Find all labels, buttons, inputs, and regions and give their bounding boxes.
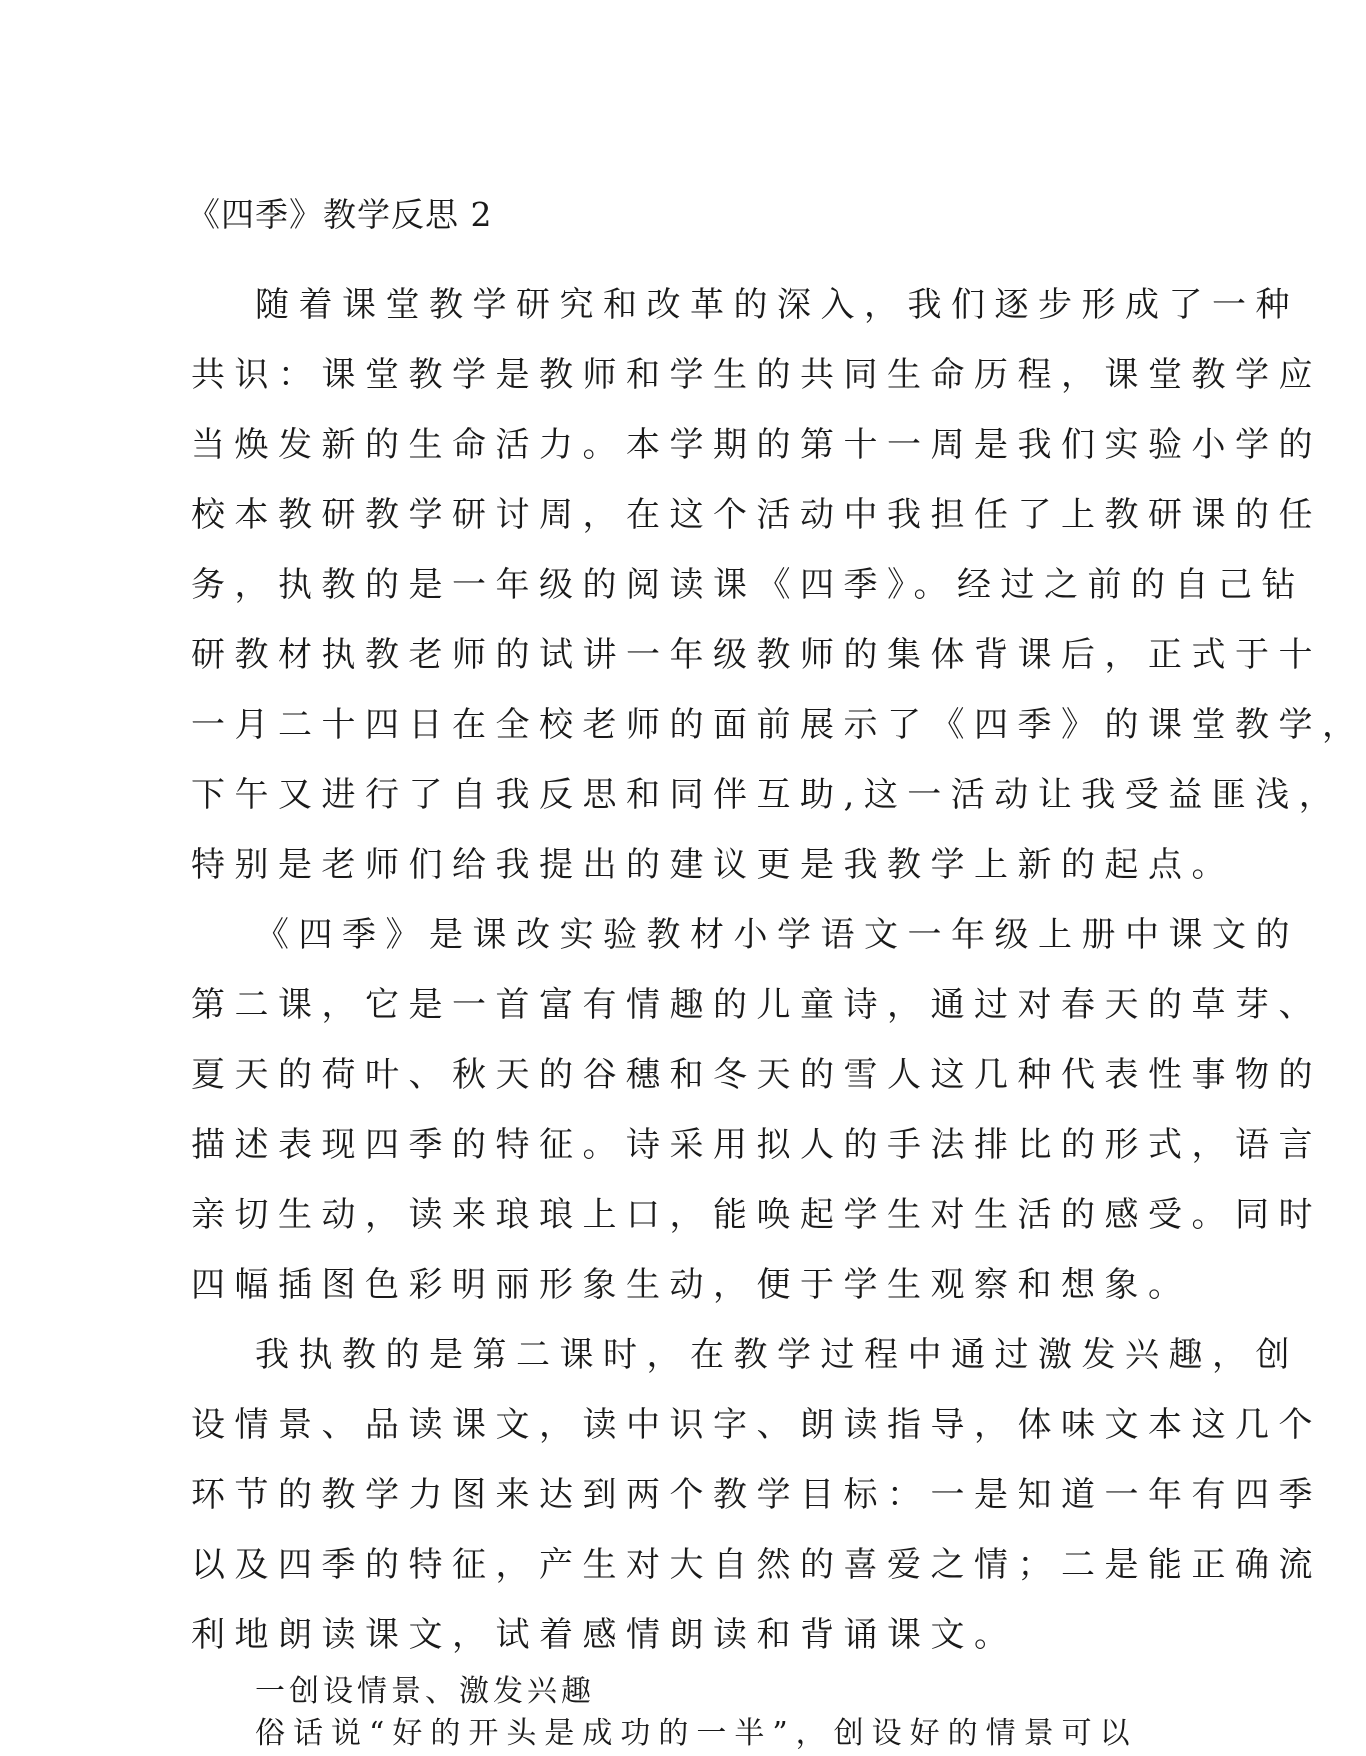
text-line: 研教材执教老师的试讲一年级教师的集体背课后，正式于十 [191, 635, 1322, 675]
text-line: 以及四季的特征，产生对大自然的喜爱之情；二是能正确流 [191, 1545, 1322, 1585]
text-line: 第二课，它是一首富有情趣的儿童诗，通过对春天的草芽、 [191, 985, 1322, 1025]
text-line: 《四季》是课改实验教材小学语文一年级上册中课文的 [255, 915, 1299, 955]
text-line: 共识：课堂教学是教师和学生的共同生命历程，课堂教学应 [191, 355, 1322, 395]
text-line: 环节的教学力图来达到两个教学目标：一是知道一年有四季 [191, 1475, 1322, 1515]
text-line: 设情景、品读课文，读中识字、朗读指导，体味文本这几个 [191, 1405, 1322, 1445]
text-line: 下午又进行了自我反思和同伴互助,这一活动让我受益匪浅， [191, 775, 1343, 815]
text-line: 我执教的是第二课时，在教学过程中通过激发兴趣，创 [255, 1335, 1299, 1375]
text-line: 校本教研教学研讨周，在这个活动中我担任了上教研课的任 [191, 495, 1322, 535]
text-line: 四幅插图色彩明丽形象生动，便于学生观察和想象。 [191, 1265, 1192, 1305]
text-line: 当焕发新的生命活力。本学期的第十一周是我们实验小学的 [191, 425, 1322, 465]
document-title: 《四季》教学反思 2 [187, 195, 493, 234]
text-line: 务，执教的是一年级的阅读课《四季》。经过之前的自己钻 [191, 565, 1305, 605]
text-line: 描述表现四季的特征。诗采用拟人的手法排比的形式，语言 [191, 1125, 1322, 1165]
text-line: 夏天的荷叶、秋天的谷穗和冬天的雪人这几种代表性事物的 [191, 1055, 1322, 1095]
text-line: 利地朗读课文，试着感情朗读和背诵课文。 [191, 1615, 1018, 1655]
text-line: 亲切生动，读来琅琅上口，能唤起学生对生活的感受。同时 [191, 1195, 1322, 1235]
text-line: 随着课堂教学研究和改革的深入，我们逐步形成了一种 [255, 285, 1299, 325]
text-line: 特别是老师们给我提出的建议更是我教学上新的起点。 [191, 845, 1235, 885]
section-heading: 一创设情景、激发兴趣 [255, 1674, 595, 1709]
text-line: 俗话说“好的开头是成功的一半”，创设好的情景可以 [255, 1716, 1138, 1751]
text-line: 一月二十四日在全校老师的面前展示了《四季》的课堂教学， [191, 705, 1366, 745]
